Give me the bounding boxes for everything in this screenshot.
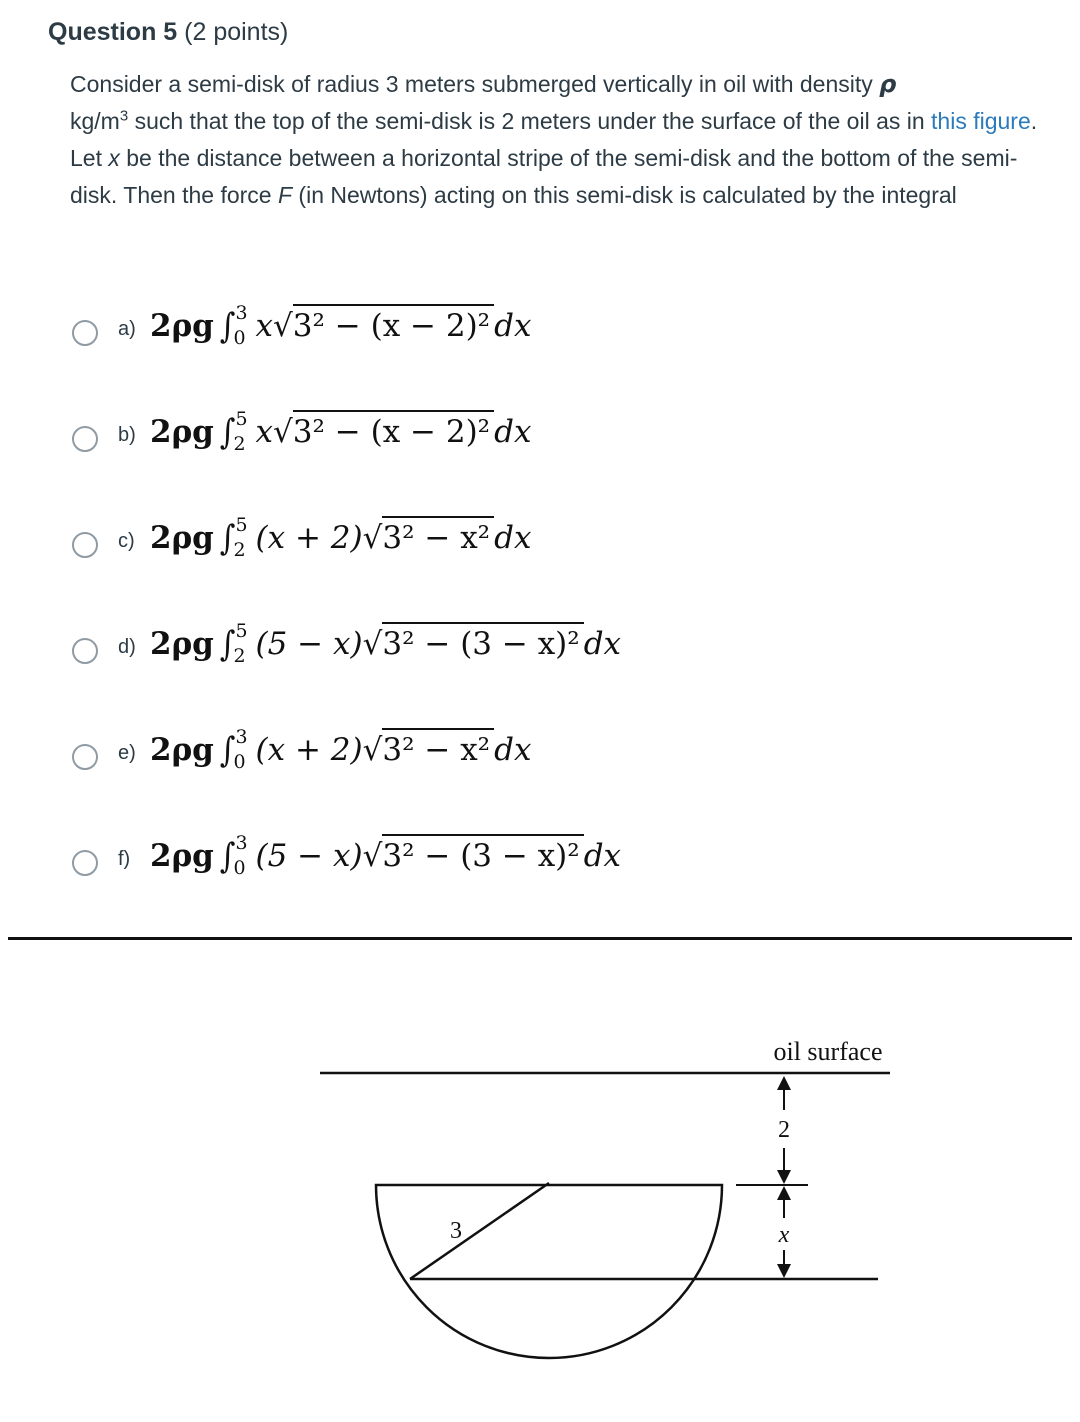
rho-symbol: ρ — [879, 70, 897, 98]
option-formula: 2ρg ∫ 3 0 x√3² − (x − 2)² dx — [150, 302, 532, 349]
radio-button-f[interactable] — [72, 850, 98, 876]
question-points: (2 points) — [184, 18, 289, 46]
integral-sign: ∫ — [219, 624, 236, 665]
upper-limit: 5 — [235, 408, 248, 430]
integrand-factor: x — [255, 308, 273, 344]
option-label: f) — [118, 848, 131, 870]
radio-button-e[interactable] — [72, 744, 98, 770]
upper-limit: 5 — [235, 514, 248, 536]
x-label: x — [778, 1222, 790, 1248]
answer-option-a[interactable] — [70, 302, 970, 368]
answer-option-e[interactable] — [70, 726, 970, 792]
upper-limit: 3 — [235, 832, 248, 854]
upper-limit: 3 — [235, 302, 248, 324]
integral-sign: ∫ — [219, 306, 236, 347]
radicand: 3² − (3 − x)² — [382, 834, 583, 874]
differential: dx — [494, 732, 532, 768]
question-text-part: Consider a semi-disk of radius 3 meters submerged vertically in oil with density — [70, 71, 880, 97]
differential: dx — [583, 626, 622, 662]
radius-label: 3 — [450, 1218, 462, 1244]
unit-exponent: 3 — [119, 107, 129, 125]
question-text-part: (in Newtons) acting on this semi-disk is calculated by the integral — [292, 182, 957, 208]
lower-limit: 2 — [233, 645, 246, 667]
semi-disk-figure — [0, 950, 1080, 1410]
differential: dx — [494, 520, 532, 556]
formula-prefix: 2ρg — [150, 732, 214, 768]
radicand: 3² − x² — [382, 516, 494, 556]
radicand: 3² − (x − 2)² — [293, 304, 494, 344]
formula-prefix: 2ρg — [150, 414, 214, 450]
differential: dx — [583, 838, 622, 874]
arrowhead-icon — [777, 1264, 791, 1278]
integrand-factor: (x + 2) — [255, 520, 363, 556]
question-text — [70, 66, 1050, 214]
differential: dx — [494, 414, 532, 450]
lower-limit: 0 — [233, 327, 246, 349]
question-text-part: be the distance between a horizontal stripe of the semi-disk and the bottom of the semi-disk. Then the force — [70, 145, 1018, 208]
depth-label: 2 — [778, 1117, 790, 1143]
option-label: a) — [118, 318, 136, 340]
radicand: 3² − x² — [382, 728, 494, 768]
arrowhead-icon — [777, 1076, 791, 1090]
answer-option-d[interactable] — [70, 620, 970, 686]
divider-line — [8, 937, 1072, 940]
answer-option-c[interactable] — [70, 514, 970, 580]
radicand: 3² − (x − 2)² — [293, 410, 494, 450]
lower-limit: 0 — [233, 751, 246, 773]
integrand-factor: (5 − x) — [255, 838, 363, 874]
radio-button-d[interactable] — [72, 638, 98, 664]
integrand-factor: x — [255, 414, 273, 450]
radicand: 3² − (3 − x)² — [382, 622, 583, 662]
option-label: b) — [118, 424, 136, 446]
radius-line — [410, 1183, 549, 1279]
differential: dx — [494, 308, 532, 344]
formula-prefix: 2ρg — [150, 626, 214, 662]
question-text-part: such that the top of the semi-disk is 2 meters under the surface of the oil as in — [128, 108, 932, 134]
formula-prefix: 2ρg — [150, 838, 214, 874]
integrand-factor: (5 − x) — [255, 626, 363, 662]
question-title: Question 5 — [48, 18, 178, 46]
radio-button-a[interactable] — [72, 320, 98, 346]
oil-surface-label: oil surface — [773, 1037, 883, 1066]
answer-option-b[interactable] — [70, 408, 970, 474]
formula-prefix: 2ρg — [150, 308, 214, 344]
upper-limit: 3 — [235, 726, 248, 748]
lower-limit: 2 — [233, 539, 246, 561]
unit-kg: kg/m — [70, 108, 120, 134]
question-header — [48, 16, 288, 48]
var-F: F — [277, 182, 293, 208]
figure-link[interactable]: this figure — [931, 108, 1031, 134]
lower-limit: 2 — [233, 433, 246, 455]
lower-limit: 0 — [233, 857, 246, 879]
formula-prefix: 2ρg — [150, 520, 214, 556]
semi-disk-shape — [376, 1185, 722, 1358]
option-formula: 2ρg ∫ 5 2 (x + 2)√3² − x² dx — [150, 514, 532, 561]
option-formula: 2ρg ∫ 3 0 (x + 2)√3² − x² dx — [150, 726, 532, 773]
option-label: d) — [118, 636, 136, 658]
upper-limit: 5 — [235, 620, 248, 642]
option-formula: 2ρg ∫ 3 0 (5 − x)√3² − (3 − x)² dx — [150, 832, 622, 879]
answer-option-f[interactable] — [70, 832, 970, 898]
integrand-factor: (x + 2) — [255, 732, 363, 768]
radio-button-c[interactable] — [72, 532, 98, 558]
var-x: x — [108, 145, 120, 171]
integral-sign: ∫ — [219, 836, 236, 877]
integral-sign: ∫ — [219, 412, 236, 453]
question-text-part: . Let — [70, 108, 1038, 171]
option-formula: 2ρg ∫ 5 2 (5 − x)√3² − (3 − x)² dx — [150, 620, 622, 667]
integral-sign: ∫ — [219, 730, 236, 771]
arrowhead-icon — [777, 1170, 791, 1184]
option-label: c) — [118, 530, 135, 552]
integral-sign: ∫ — [219, 518, 236, 559]
option-label: e) — [118, 742, 136, 764]
option-formula: 2ρg ∫ 5 2 x√3² − (x − 2)² dx — [150, 408, 532, 455]
radio-button-b[interactable] — [72, 426, 98, 452]
